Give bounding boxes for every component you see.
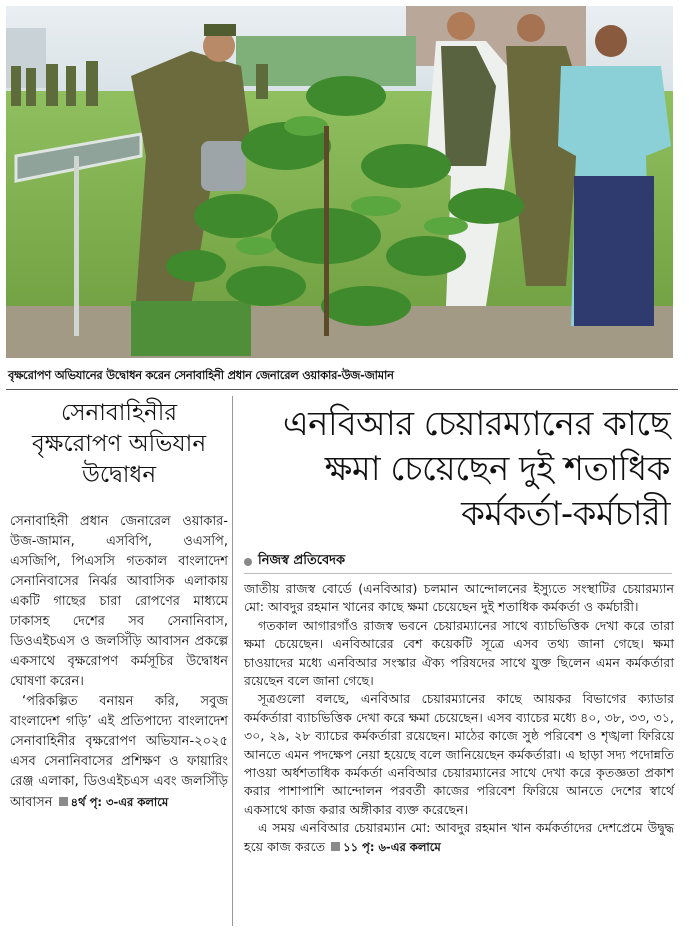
left-story-headline xyxy=(12,398,226,491)
continued-link[interactable]: ১১ পৃ: ৬-এর কলামে xyxy=(343,839,441,854)
bullet-icon xyxy=(244,558,252,566)
tree-planting-photo xyxy=(6,6,673,358)
left-headline-line: সেনাবাহিনীর xyxy=(60,400,178,426)
left-paragraph: সেনাবাহিনী প্রধান জেনারেল ওয়াকার-উজ-জামান, এসবিপি, ওএসপি, এসজিপি, পিএসসি গতকাল বাংলাদেশ সেনানিবাসের নির্ঝর আবাসিক এলাকায় একটি গাছের চারা রোপণের মাধ্যমে ঢাকাসহ দেশের সব সেনানিবাস, ডিওএইচএস ও জলসিঁড়ি আবাসন প্রকল্পে একসাথে বৃক্ষরোপণ কর্মসূচির উদ্বোধন ঘোষণা করেন। xyxy=(10,514,228,689)
continued-link[interactable]: ৪র্থ পৃ: ৩-এর কলামে xyxy=(70,795,169,809)
byline-divider xyxy=(244,573,672,574)
left-headline-line: উদ্বোধন xyxy=(81,462,157,488)
left-story-body xyxy=(10,512,228,813)
divider-line xyxy=(6,389,678,390)
main-paragraph: জাতীয় রাজস্ব বোর্ডে (এনবিআর) চলমান আন্দোলনের ইস্যুতে সংস্থাটির চেয়ারম্যান মো: আবদুর রহমান খানের কাছে ক্ষমা চেয়েছেন দুই শতাধিক কর্মকর্তা ও কর্মচারী। xyxy=(244,581,674,615)
column-divider xyxy=(232,396,233,926)
left-headline-line: বৃক্ষরোপণ অভিযান xyxy=(31,431,207,457)
photo-caption: বৃক্ষরোপণ অভিযানের উদ্বোধন করেন সেনাবাহিনী প্রধান জেনারেল ওয়াকার-উজ-জামান xyxy=(8,369,394,382)
square-bullet-icon xyxy=(59,797,68,806)
main-headline-line: ক্ষমা চেয়েছেন দুই শতাধিক xyxy=(324,449,670,489)
left-paragraph-text: ‘পরিকল্পিত বনায়ন করি, সবুজ বাংলাদেশ গড়ি’ এই প্রতিপাদ্যে বাংলাদেশ সেনাবাহিনীর বৃক্ষরোপণ অভিযান-২০২৫ এসব সেনানিবাসের প্রশিক্ষণ ও ফায়ারিং রেঞ্জ এলাকা, ডিওএইচএস এবং জলসিঁড়ি আবাসন xyxy=(10,694,228,810)
left-paragraph xyxy=(10,692,228,813)
news-photo xyxy=(6,6,673,358)
main-headline-line: এনবিআর চেয়ারম্যানের কাছে xyxy=(282,404,670,444)
main-paragraph-text: এ সময় এনবিআর চেয়ারম্যান মো: আবদুর রহমান খান কর্মকর্তাদের দেশপ্রেমে উদ্বুদ্ধ হয়ে কাজ করতে xyxy=(244,820,674,854)
main-story-body xyxy=(244,580,674,856)
main-paragraph xyxy=(244,819,674,856)
main-headline-line: কর্মকর্তা-কর্মচারী xyxy=(461,494,670,534)
byline-text: নিজস্ব প্রতিবেদক xyxy=(258,553,346,568)
byline xyxy=(244,551,345,572)
main-paragraph: সূত্রগুলো বলছে, এনবিআর চেয়ারম্যানের কাছে আয়কর বিভাগের ক্যাডার কর্মকর্তারা ব্যাচভিত্তিক দেখা করে ক্ষমা চেয়েছেন। এসব ব্যাচের মধ্যে ৪০, ৩৮, ৩৩, ৩১, ৩০, ২৯, ২৮ ব্যাচের কর্মকর্তারা রয়েছেন। মাঠের কাজে সুষ্ঠ পরিবেশ ও শৃঙ্খলা ফিরিয়ে আনতে এমন পদক্ষেপ নেয়া হয়েছে বলে জানিয়েছেন কর্মকর্তারা। এ ছাড়া সদ্য পদোন্নতি পাওয়া অর্ধশতাধিক কর্মকর্তা এনবিআর চেয়ারম্যানের সাথে দেখা করে কৃতজ্ঞতা প্রকাশ করার পাশাপাশি আন্দোলন পরবর্তী কাজের পরিবেশ ফিরিয়ে আনতে দেশের স্বার্থে একসাথে কাজ করার অঙ্গীকার ব্যক্ত করেছেন। xyxy=(244,691,674,817)
main-paragraph: গতকাল আগারগাঁও রাজস্ব ভবনে চেয়ারম্যানের সাথে ব্যাচভিত্তিক দেখা করে তারা ক্ষমা চেয়েছেন। এনবিআরের বেশ কয়েকটি সূত্রে এসব তথ্য জানা গেছে। ক্ষমা চাওয়াদের মধ্যে এনবিআর সংস্কার ঐক্য পরিষদের সাথে যুক্ত ছিলেন এমন কর্মকর্তারা রয়েছেন বলে জানা গেছে। xyxy=(244,617,674,689)
square-bullet-icon xyxy=(331,842,340,851)
main-story-headline xyxy=(244,402,670,537)
